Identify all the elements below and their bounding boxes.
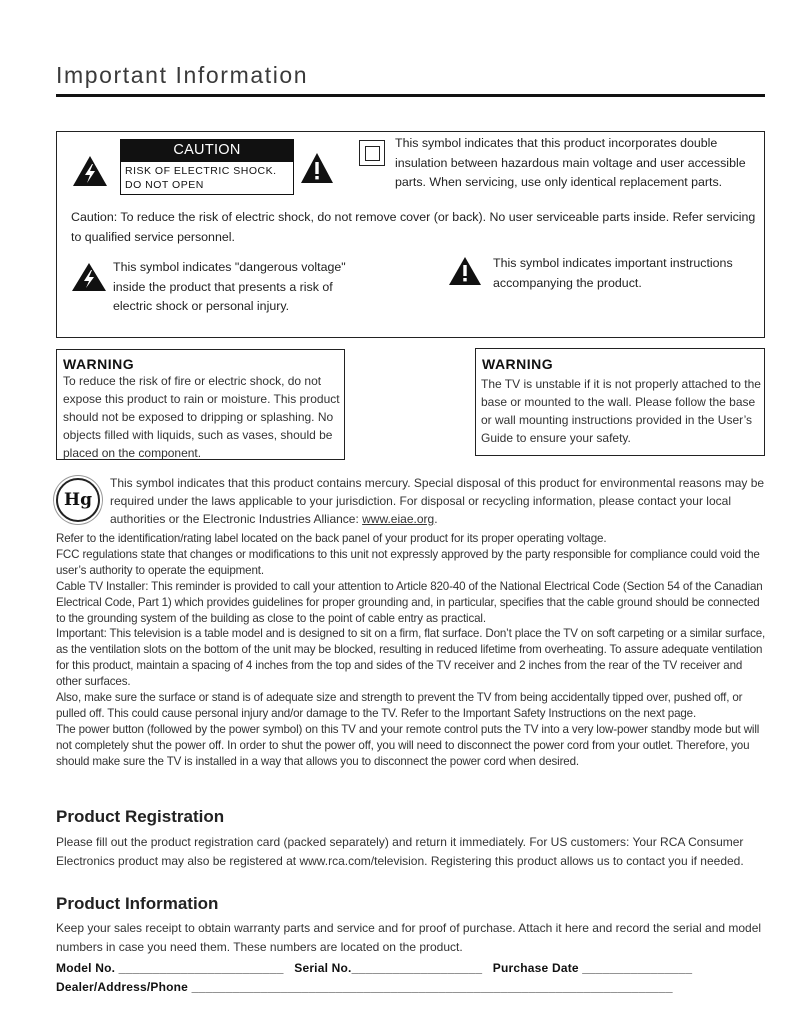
caution-sub-label: RISK OF ELECTRIC SHOCK. DO NOT OPEN — [120, 161, 294, 195]
body-paragraph: Refer to the identification/rating label located on the back panel of your product for its proper operating voltage. — [56, 532, 607, 545]
instructions-symbol-text: This symbol indicates important instructions accompanying the product. — [493, 256, 733, 290]
body-paragraph: Important: This television is a table model and is designed to sit on a firm, flat surface. Don’t place the TV on soft carpeting or a similar surface, as the ventilation slots on the bottom of the unit may be blocked, resulting in reduced lifetime from overheating. To assure adequate ventilation for this product, maintain a spacing of 4 inches from the top and sides of the TV receiver and 2 inches from the rear of the TV receiver and other surfaces. — [56, 627, 766, 689]
mercury-text: This symbol indicates that this product contains mercury. Special disposal of this product for environmental reasons may be required under the laws applicable to your jurisdiction. For disposal or recycling information, please contact your local authorities or the Electronic Industries Alliance: www.eiae.org. — [110, 476, 765, 526]
title-rule — [56, 94, 765, 97]
registration-text: Please fill out the product registration card (packed separately) and return it immediately. For US customers: Your RCA Consumer Electronics product may also be registered at www.rca.com/television. Registering this product allows us to contact you if needed. — [56, 835, 744, 868]
double-insulation-icon — [359, 140, 385, 166]
eiae-link[interactable]: www.eiae.org — [362, 512, 435, 526]
warning-text-right: The TV is unstable if it is not properly attached to the base or mounted to the wall. Please follow the base or wall mounting instructions provided in the User’s Guide to ensure your safety. — [481, 377, 761, 445]
caution-text: Caution: To reduce the risk of electric shock, do not remove cover (or back). No user serviceable parts inside. Refer servicing to qualified service personnel. — [71, 210, 756, 244]
body-paragraph: Also, make sure the surface or stand is of adequate size and strength to prevent the TV from being accidentally tipped over, pushed off, or pulled off. This could cause personal injury and/or damage to the TV. Refer to the Important Safety Instructions on the next page. — [56, 691, 743, 720]
information-heading: Product Information — [56, 894, 219, 913]
registration-heading: Product Registration — [56, 807, 225, 826]
body-text — [56, 531, 768, 770]
model-serial-purchase-fields[interactable]: Model No. ________________________ Serial No.___________________ Purchase Date ________________ — [56, 961, 693, 975]
dealer-address-phone-field[interactable]: Dealer/Address/Phone ______________________________________________________________________ — [56, 980, 673, 994]
body-paragraph: FCC regulations state that changes or modifications to this unit not expressly approved by the party responsible for compliance could void the user’s authority to operate the equipment. — [56, 547, 760, 577]
warning-heading-right: WARNING — [482, 356, 554, 372]
voltage-symbol-text: This symbol indicates "dangerous voltage" inside the product that presents a risk of electric shock or personal injury. — [113, 260, 346, 313]
double-insulation-text: This symbol indicates that this product incorporates double insulation between hazardous main voltage and user accessible parts. When servicing, use only identical replacement parts. — [395, 136, 746, 189]
mercury-icon: Hg — [56, 478, 100, 522]
body-paragraph: The power button (followed by the power symbol) on this TV and your remote control puts the TV into a very low-power standby mode but will not completely shut the power off. In order to shut the power off, you will need to disconnect the power cord from your outlet. Therefore, you should make sure the TV is installed in a way that allows you to disconnect the power cord when desired. — [56, 722, 760, 768]
body-paragraph: Cable TV Installer: This reminder is provided to call your attention to Article 820-40 of the National Electrical Code (Section 54 of the Canadian Electrical Code, Part 1) which provides guidelines for proper grounding and, in particular, specifies that the cable ground should be connected to the grounding system of the building as close to the point of cable entry as practical. — [56, 579, 763, 625]
page-title: Important Information — [56, 62, 309, 88]
warning-text-left: To reduce the risk of fire or electric shock, do not expose this product to rain or moisture. This product should not be exposed to dripping or splashing. No objects filled with liquids, such as vases, should be placed on the component. — [63, 374, 340, 460]
caution-label: CAUTION — [120, 139, 294, 161]
warning-heading-left: WARNING — [63, 356, 135, 372]
information-text: Keep your sales receipt to obtain warranty parts and service and for proof of purchase. Attach it here and record the serial and model numbers in case you need them. These numbers are located on the product. — [56, 921, 762, 954]
